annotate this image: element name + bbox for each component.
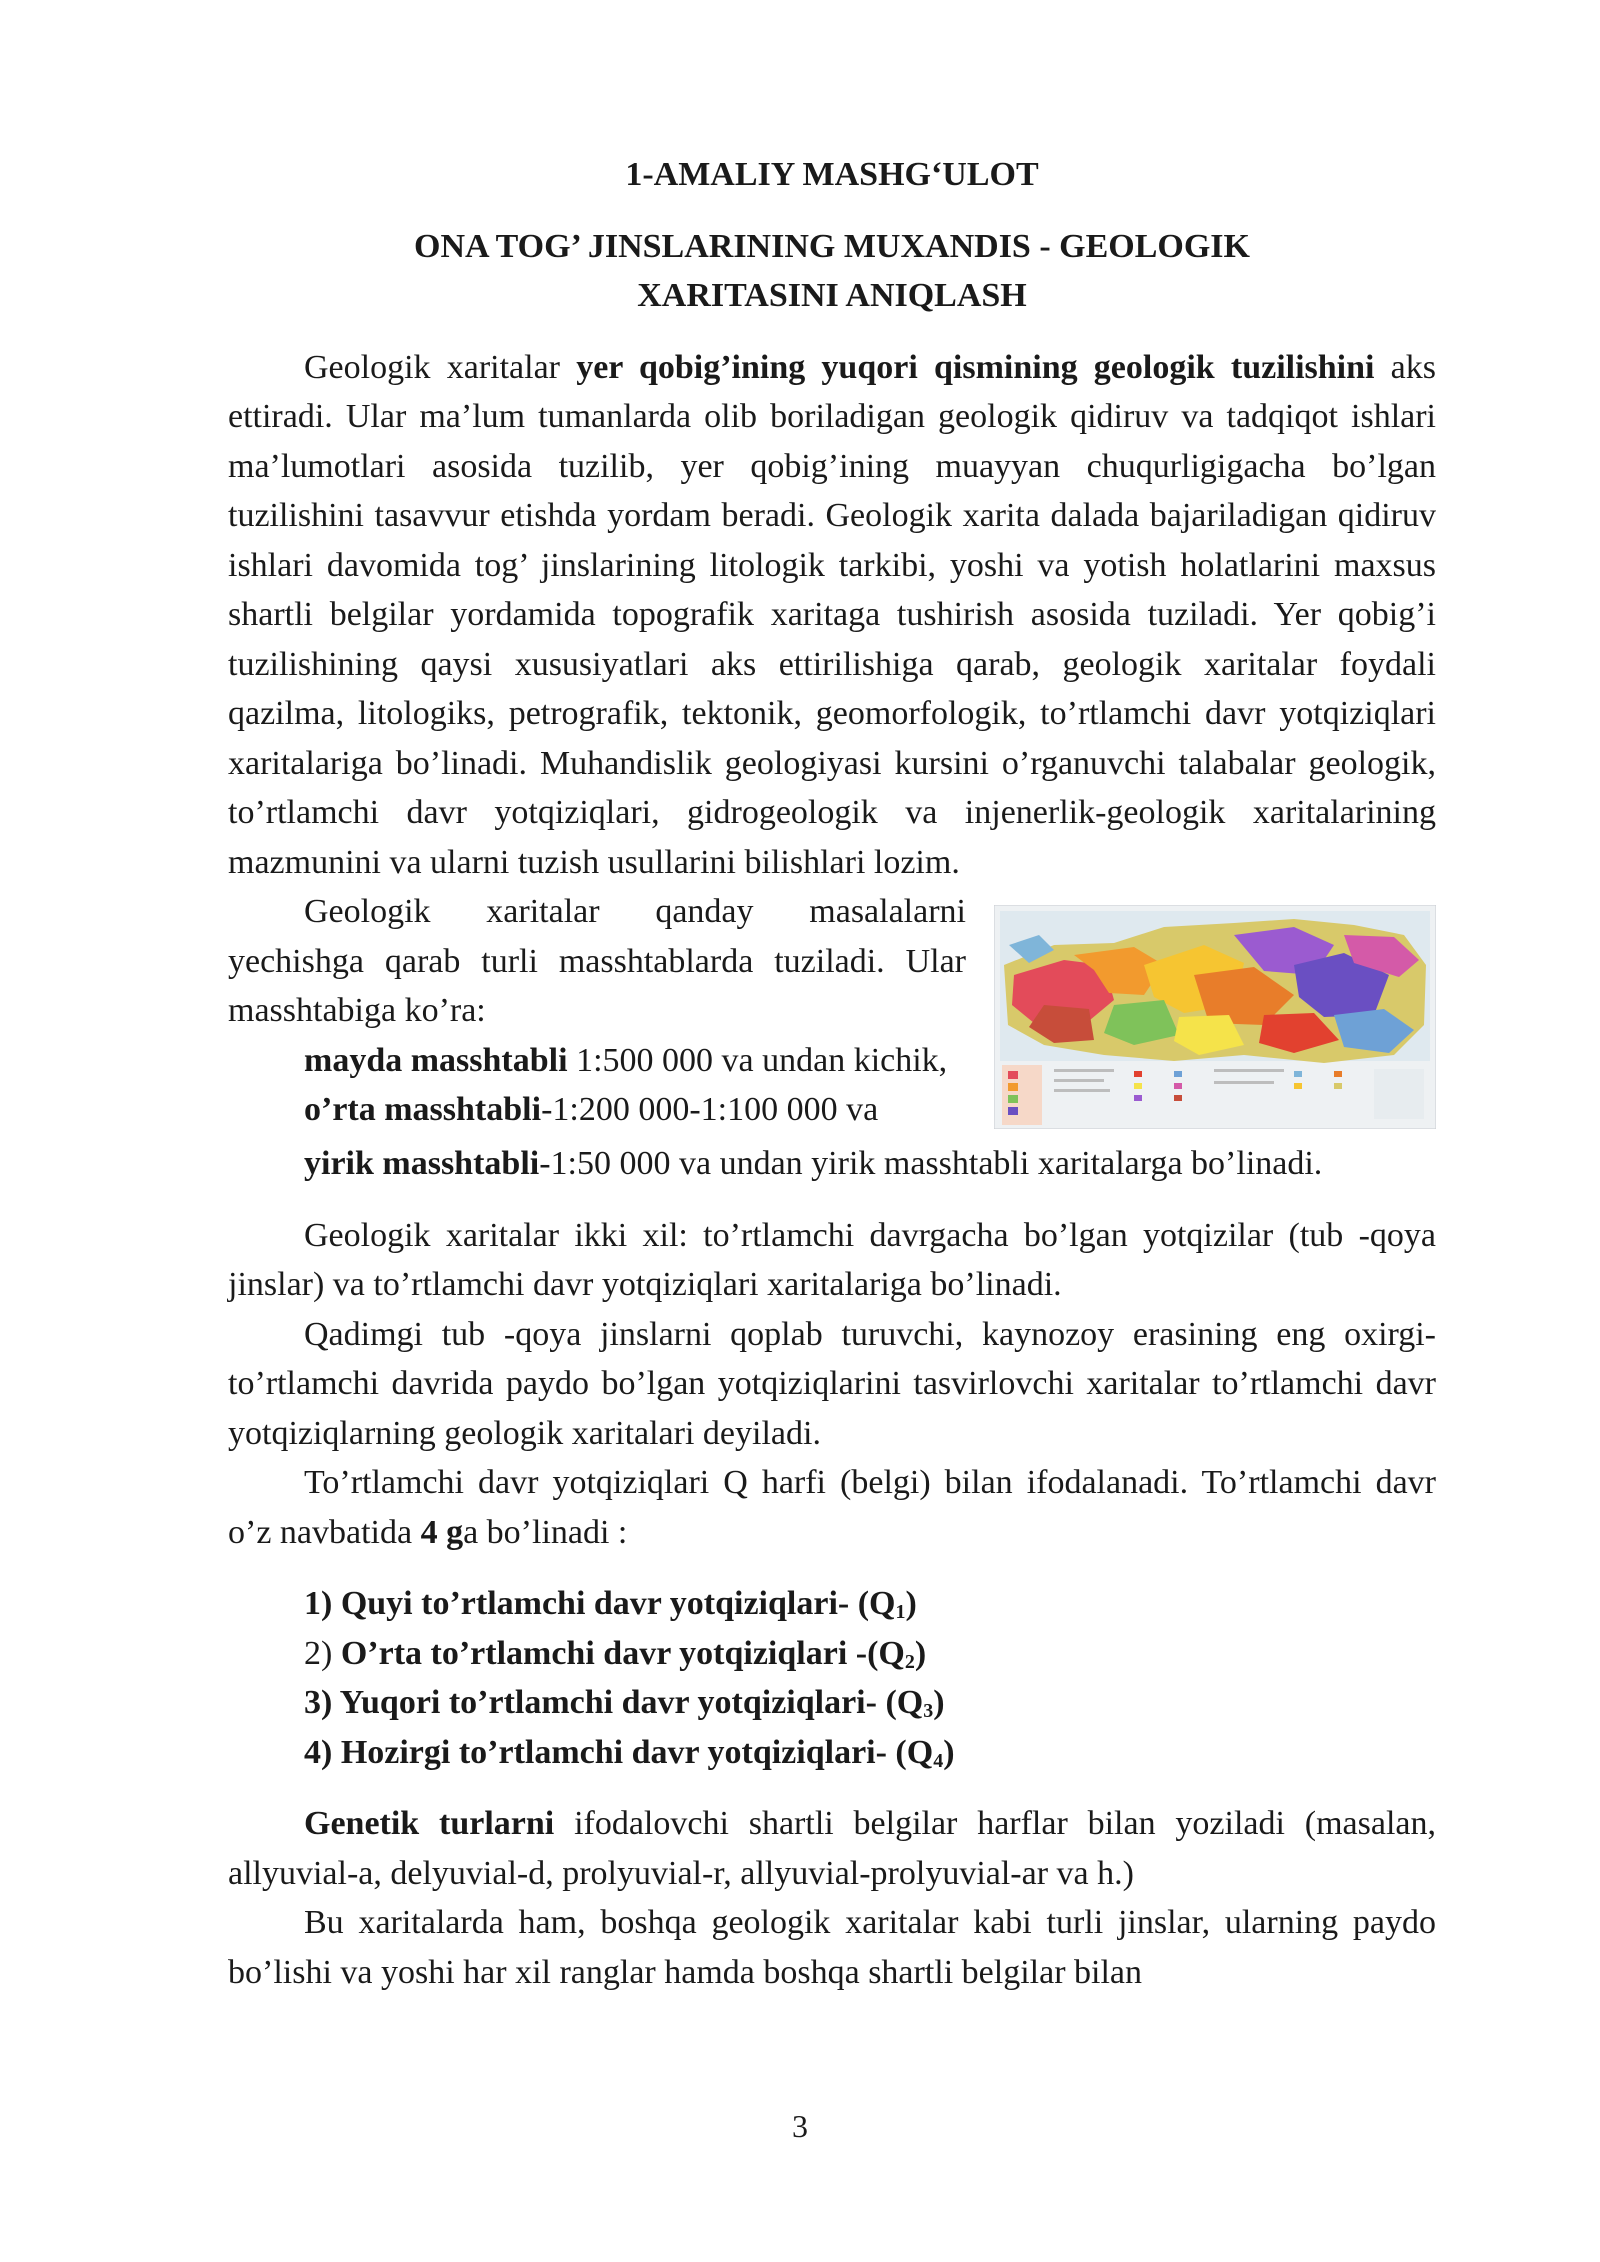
text-run: ifodalovchi shartli belgilar harflar bilan yoziladi (masalan, allyuvial-a, delyuvial-d, prolyuvial-r, allyuvial-prolyuvial-ar va h.)	[228, 1805, 1436, 1892]
paragraph-quaternary-symbol	[228, 1458, 1436, 1557]
item-number: 2)	[304, 1634, 341, 1672]
list-item	[228, 1728, 1436, 1778]
exercise-title: 1-AMALIY MASHG‘ULOT	[625, 156, 1039, 193]
subscript: 1	[895, 1601, 906, 1623]
subscript: 3	[923, 1700, 934, 1722]
paragraph-map-colors: Bu xaritalarda ham, boshqa geologik xaritalar kabi turli jinslar, ularning paydo bo’lishi va yoshi har xil ranglar hamda boshqa shartli belgilar bilan	[228, 1904, 1436, 1991]
bold-text: o’rta masshtabli	[304, 1091, 542, 1128]
bold-text: Genetik turlarni	[304, 1805, 555, 1842]
quaternary-list	[228, 1579, 1436, 1777]
item-text: Hozirgi to’rtlamchi davr yotqiziqlari- (Q	[340, 1733, 934, 1771]
topic-title-line2: XARITASINI ANIQLASH	[637, 277, 1027, 314]
geological-map-image	[994, 905, 1436, 1129]
text-run: aks ettiradi. Ular ma’lum tumanlarda olib boriladigan geologik qidiruv va tadqiqot ishlari ma’lumotlari asosida tuzilib, yer qobig’ining muayyan chuqurligigacha bo’lgan tuzilishini tasavvur etishda yordam beradi. Geologik xarita dalada bajariladigan qidiruv ishlari davomida tog’ jinslarining litologik tarkibi, yoshi va yotish holatlarini maxsus shartli belgilar yordamida topografik xaritaga tushirish asosida tuziladi. Yer qobig’i tuzilishining qaysi xususiyatlari aks ettirilishiga qarab, geologik xaritalar foydali qazilma, litologiks, petrografik, tektonik, geomorfologik, to’rtlamchi davr yotqiziqlari xaritalariga bo’linadi. Muhandislik geologiyasi kursini o’rganuvchi talabalar geologik, to’rtlamchi davr yotqiziqlari, gidrogeologik va injenerlik-geologik xaritalarining mazmunini va ularni tuzish usullarini bilishlari lozim.	[228, 348, 1436, 881]
item-text: O’rta to’rtlamchi davr yotqiziqlari -(Q	[340, 1634, 905, 1672]
list-item	[228, 1629, 1436, 1679]
item-end: )	[933, 1684, 945, 1721]
list-item	[228, 1678, 1436, 1728]
item-text: Yuqori to’rtlamchi davr yotqiziqlari- (Q	[339, 1684, 924, 1721]
item-text: Quyi to’rtlamchi davr yotqiziqlari- (Q	[340, 1585, 896, 1622]
item-number: 3)	[304, 1684, 340, 1721]
text-run: -1:50 000 va undan yirik masshtabli xaritalarga bo’linadi.	[539, 1145, 1323, 1182]
item-end: )	[905, 1585, 917, 1622]
bold-text: mayda masshtabli	[304, 1041, 568, 1079]
text-run: Geologik xaritalar	[304, 348, 577, 386]
item-end: )	[943, 1733, 955, 1771]
topic-title-line1: ONA TOG’ JINSLARINING MUXANDIS - GEOLOGIK	[414, 227, 1250, 265]
item-number: 1)	[304, 1585, 341, 1622]
text-run: -1:200 000-1:100 000 va	[541, 1091, 879, 1128]
paragraph-scales-intro: Geologik xaritalar qanday masalalarni yechishga qarab turli masshtablarda tuziladi. Ular masshtabiga ko’ra:	[228, 893, 966, 1029]
subscript: 2	[904, 1650, 915, 1673]
bold-text: yirik masshtabli	[304, 1145, 540, 1182]
paragraph-types: Geologik xaritalar ikki xil: to’rtlamchi davrgacha bo’lgan yotqizilar (tub -qoya jinslar) va to’rtlamchi davr yotqiziqlari xaritalariga bo’linadi.	[228, 1216, 1436, 1303]
text-run: a bo’linadi :	[463, 1513, 628, 1551]
paragraph-quaternary-maps: Qadimgi tub -qoya jinslarni qoplab turuvchi, kaynozoy erasining eng oxirgi-to’rtlamchi davrida paydo bo’lgan yotqiziqlarini tasvirlovchi xaritalar to’rtlamchi davr yotqiziqlarning geologik xaritalari deyiladi.	[228, 1315, 1436, 1452]
scale-large	[228, 1139, 1436, 1189]
subscript: 4	[933, 1749, 944, 1772]
bold-text: 4 g	[420, 1513, 464, 1551]
bold-text: yer qobig’ining yuqori qismining geologik tuzilishini	[576, 348, 1375, 386]
text-run: To’rtlamchi davr yotqiziqlari Q harfi (belgi) bilan ifodalanadi. To’rtlamchi davr o’z navbatida	[228, 1464, 1436, 1551]
list-item	[228, 1579, 1436, 1629]
paragraph-intro	[228, 343, 1436, 888]
text-run: 1:500 000 va undan kichik,	[567, 1041, 948, 1079]
item-number: 4)	[304, 1733, 341, 1771]
geological-map-figure	[994, 905, 1436, 1129]
item-end: )	[914, 1634, 927, 1672]
paragraph-genetic-types	[228, 1799, 1436, 1898]
page-number: 3	[792, 2108, 808, 2144]
page-content	[228, 150, 1436, 1997]
